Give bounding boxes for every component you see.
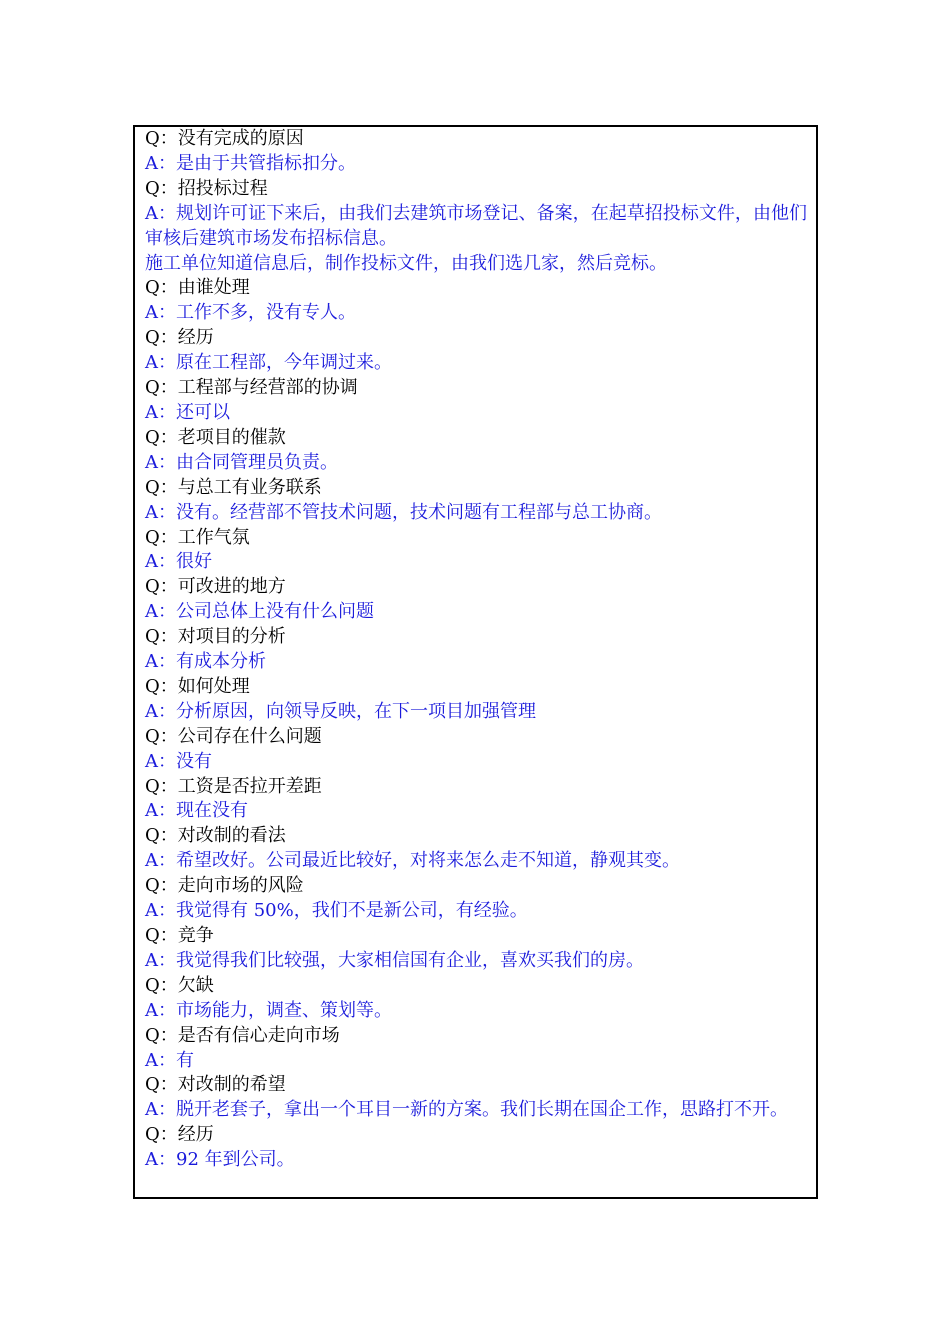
question-line: Q：欠缺 [145, 974, 214, 996]
answer-line: A：工作不多，没有专人。 [145, 302, 356, 324]
answer-line: A：92 年到公司。 [145, 1149, 295, 1171]
question-line: Q：公司存在什么问题 [145, 725, 322, 747]
answer-line: A：我觉得我们比较强，大家相信国有企业，喜欢买我们的房。 [145, 949, 644, 971]
question-line: Q：可改进的地方 [145, 576, 286, 598]
question-line: Q：对项目的分析 [145, 626, 286, 648]
answer-line: A：是由于共管指标扣分。 [145, 152, 356, 174]
interview-qa-box [133, 125, 818, 1199]
answer-line: A：由合同管理员负责。 [145, 451, 338, 473]
question-line: Q：招投标过程 [145, 177, 268, 199]
question-line: Q：如何处理 [145, 675, 250, 697]
answer-line: A：我觉得有 50%，我们不是新公司，有经验。 [145, 900, 528, 922]
answer-line: A：脱开老套子，拿出一个耳目一新的方案。我们长期在国企工作，思路打不开。 [145, 1099, 788, 1121]
answer-line: A：公司总体上没有什么问题 [145, 601, 374, 623]
question-line: Q：竞争 [145, 925, 214, 946]
answer-line: A：市场能力，调查、策划等。 [145, 999, 392, 1021]
answer-line: A：没有。经营部不管技术问题，技术问题有工程部与总工协商。 [145, 501, 662, 523]
question-line: Q：老项目的催款 [145, 426, 286, 448]
question-line: Q：与总工有业务联系 [145, 476, 322, 498]
question-line: Q：经历 [145, 1124, 214, 1146]
answer-line: A：现在没有 [145, 800, 248, 822]
question-line: Q：是否有信心走向市场 [145, 1024, 340, 1046]
question-line: Q：经历 [145, 327, 214, 349]
answer-line: A：希望改好。公司最近比较好，对将来怎么走不知道，静观其变。 [145, 850, 680, 872]
answer-line: A：有成本分析 [145, 651, 266, 673]
question-line: Q：工资是否拉开差距 [145, 775, 322, 797]
question-line: Q：工作气氛 [145, 526, 250, 548]
question-line: Q：由谁处理 [145, 277, 250, 299]
answer-line: 施工单位知道信息后，制作投标文件，由我们选几家，然后竞标。 [145, 252, 667, 274]
answer-line: A：还可以 [145, 401, 230, 423]
answer-line: A：原在工程部，今年调过来。 [145, 352, 392, 374]
question-line: Q：走向市场的风险 [145, 875, 304, 897]
answer-line: A：规划许可证下来后，由我们去建筑市场登记、备案，在起草招投标文件，由他们审核后建筑市场发布招标信息。 [145, 202, 807, 249]
answer-line: A：有 [145, 1049, 194, 1071]
answer-line: A：没有 [145, 750, 212, 772]
question-line: Q：对改制的希望 [145, 1074, 286, 1096]
answer-line: A：分析原因，向领导反映，在下一项目加强管理 [145, 700, 536, 722]
question-line: Q：工程部与经营部的协调 [145, 377, 358, 399]
answer-line: A：很好 [145, 551, 212, 573]
question-line: Q：对改制的看法 [145, 825, 286, 847]
question-line: Q：没有完成的原因 [145, 128, 304, 149]
